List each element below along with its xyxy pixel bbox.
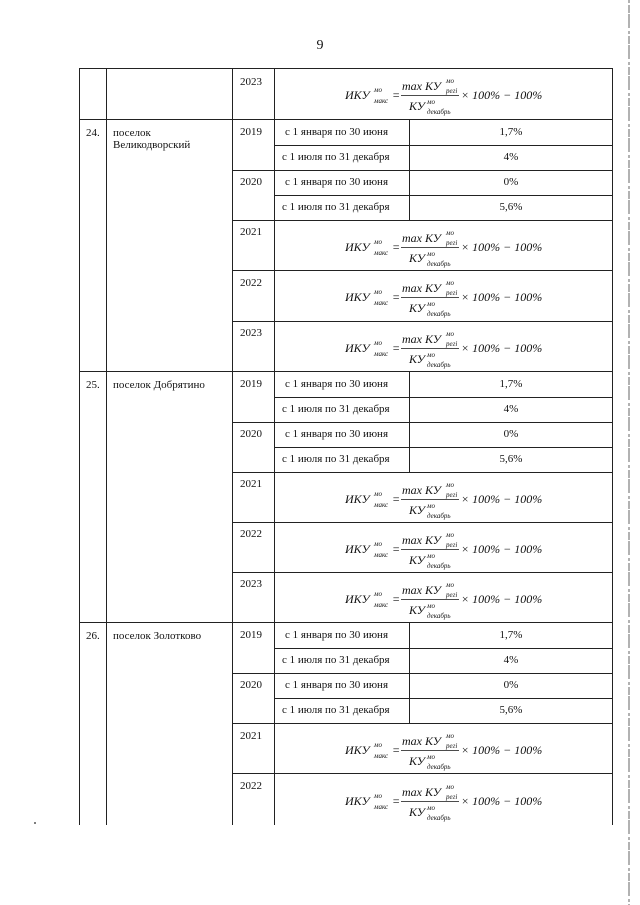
formula-tail: × 100% − 100%	[461, 794, 543, 808]
formula	[275, 574, 613, 622]
period-26-4: с 1 июля по 31 декабря	[282, 704, 390, 716]
value-24-4: 5,6%	[499, 201, 523, 213]
formula-lhs-sub: макс	[374, 752, 389, 760]
formula-equals: =	[392, 341, 401, 355]
formula-lhs-sup: мо	[374, 238, 382, 246]
scan-speck	[34, 822, 36, 824]
formula-num-sub: peгi	[446, 87, 458, 95]
formula-num-sup: мо	[446, 330, 454, 338]
period-25-3: с 1 января по 30 июня	[285, 428, 389, 440]
formula-lhs-sup: мо	[374, 590, 382, 598]
formula-lhs: ИКУ	[345, 794, 370, 808]
formula-denominator: КУ	[409, 754, 425, 768]
formula-numerator: max КУ	[402, 79, 441, 93]
formula-den-sub: декабрь	[427, 814, 451, 822]
formula-lhs-sub: макс	[374, 551, 389, 559]
formula-tail: × 100% − 100%	[461, 743, 543, 757]
period-26-1: с 1 января по 30 июня	[285, 629, 389, 641]
value-26-4: 5,6%	[499, 704, 523, 716]
year-2023-cont: 2023	[240, 76, 262, 88]
formula-num-sub: peгi	[446, 591, 458, 599]
municipality-26: поселок Золотково	[113, 630, 202, 642]
formula-cell	[275, 222, 613, 270]
formula-den-sub: декабрь	[427, 260, 451, 268]
formula-den-sup: мо	[427, 552, 435, 560]
municipality-24-line2: Великодворский	[113, 139, 191, 151]
formula-lhs-sup: мо	[374, 288, 382, 296]
year-2021-25: 2021	[240, 478, 262, 490]
formula-denominator: КУ	[409, 503, 425, 517]
formula-cell	[275, 474, 613, 522]
formula-tail: × 100% − 100%	[461, 88, 543, 102]
formula-equals: =	[392, 743, 401, 757]
year-2023-25: 2023	[240, 578, 262, 590]
formula-cell	[275, 776, 613, 824]
formula-lhs: ИКУ	[345, 88, 370, 102]
formula-den-sub: декабрь	[427, 310, 451, 318]
formula-den-sup: мо	[427, 753, 435, 761]
formula-num-sub: peгi	[446, 541, 458, 549]
formula	[275, 474, 613, 522]
formula-equals: =	[392, 492, 401, 506]
formula-equals: =	[392, 240, 401, 254]
formula-den-sub: декабрь	[427, 512, 451, 520]
formula	[275, 272, 613, 320]
formula-den-sup: мо	[427, 300, 435, 308]
formula-num-sup: мо	[446, 77, 454, 85]
year-2019-25: 2019	[240, 378, 262, 390]
formula	[275, 725, 613, 773]
year-2023-24: 2023	[240, 327, 262, 339]
formula-num-sub: peгi	[446, 340, 458, 348]
formula-numerator: max КУ	[402, 483, 441, 497]
period-24-3: с 1 января по 30 июня	[285, 176, 389, 188]
formula-den-sup: мо	[427, 602, 435, 610]
year-2019-26: 2019	[240, 629, 262, 641]
municipality-24-line1: поселок	[113, 127, 151, 139]
value-26-1: 1,7%	[499, 629, 523, 641]
formula-cell	[275, 70, 613, 118]
formula-tail: × 100% − 100%	[461, 341, 543, 355]
formula-lhs-sup: мо	[374, 86, 382, 94]
period-24-1: с 1 января по 30 июня	[285, 126, 389, 138]
formula-lhs: ИКУ	[345, 492, 370, 506]
formula-lhs: ИКУ	[345, 290, 370, 304]
formula-den-sub: декабрь	[427, 612, 451, 620]
formula-den-sub: декабрь	[427, 562, 451, 570]
formula-num-sub: peгi	[446, 491, 458, 499]
row-number-25: 25.	[86, 379, 100, 391]
formula-lhs: ИКУ	[345, 542, 370, 556]
row-number-26: 26.	[86, 630, 100, 642]
value-24-3: 0%	[503, 176, 519, 188]
formula-num-sub: peгi	[446, 239, 458, 247]
formula-tail: × 100% − 100%	[461, 290, 543, 304]
period-24-4: с 1 июля по 31 декабря	[282, 201, 390, 213]
formula-numerator: max КУ	[402, 785, 441, 799]
formula-numerator: max КУ	[402, 734, 441, 748]
page-number: 9	[316, 38, 324, 53]
formula-tail: × 100% − 100%	[461, 542, 543, 556]
formula-num-sup: мо	[446, 279, 454, 287]
period-25-2: с 1 июля по 31 декабря	[282, 403, 390, 415]
value-25-3: 0%	[503, 428, 519, 440]
formula-lhs-sup: мо	[374, 339, 382, 347]
formula-numerator: max КУ	[402, 281, 441, 295]
formula-cell	[275, 524, 613, 572]
formula-denominator: КУ	[409, 99, 425, 113]
formula-equals: =	[392, 88, 401, 102]
formula-equals: =	[392, 290, 401, 304]
formula-lhs: ИКУ	[345, 743, 370, 757]
formula-lhs: ИКУ	[345, 240, 370, 254]
formula-lhs-sub: макс	[374, 350, 389, 358]
municipality-25: поселок Добрятино	[113, 379, 205, 391]
year-2021-26: 2021	[240, 730, 262, 742]
formula-equals: =	[392, 542, 401, 556]
formula-lhs-sub: макс	[374, 299, 389, 307]
year-2022-25: 2022	[240, 528, 262, 540]
year-2022-26: 2022	[240, 780, 262, 792]
formula-lhs-sup: мо	[374, 741, 382, 749]
value-26-3: 0%	[503, 679, 519, 691]
formula-equals: =	[392, 592, 401, 606]
formula	[275, 222, 613, 270]
formula-lhs-sub: макс	[374, 249, 389, 257]
formula-den-sup: мо	[427, 502, 435, 510]
formula-num-sup: мо	[446, 481, 454, 489]
formula-den-sup: мо	[427, 250, 435, 258]
formula-num-sup: мо	[446, 531, 454, 539]
formula-num-sub: peгi	[446, 793, 458, 801]
formula-cell	[275, 725, 613, 773]
formula-lhs-sup: мо	[374, 490, 382, 498]
value-24-1: 1,7%	[499, 126, 523, 138]
formula-num-sub: peгi	[446, 289, 458, 297]
formula-num-sup: мо	[446, 783, 454, 791]
year-2020-25: 2020	[240, 428, 262, 440]
formula-lhs-sub: макс	[374, 501, 389, 509]
row-number-24: 24.	[86, 127, 100, 139]
formula-den-sub: декабрь	[427, 763, 451, 771]
formula	[275, 776, 613, 824]
period-26-2: с 1 июля по 31 декабря	[282, 654, 390, 666]
formula-equals: =	[392, 794, 401, 808]
formula-den-sub: декабрь	[427, 108, 451, 116]
value-25-4: 5,6%	[499, 453, 523, 465]
formula	[275, 323, 613, 371]
year-2020-26: 2020	[240, 679, 262, 691]
year-2019-24: 2019	[240, 126, 262, 138]
formula-den-sup: мо	[427, 804, 435, 812]
formula-num-sup: мо	[446, 229, 454, 237]
formula-lhs-sub: макс	[374, 803, 389, 811]
formula-denominator: КУ	[409, 251, 425, 265]
formula-numerator: max КУ	[402, 332, 441, 346]
formula-numerator: max КУ	[402, 533, 441, 547]
formula-tail: × 100% − 100%	[461, 592, 543, 606]
value-24-2: 4%	[503, 151, 519, 163]
formula-denominator: КУ	[409, 352, 425, 366]
formula-num-sub: peгi	[446, 742, 458, 750]
year-2022-24: 2022	[240, 277, 262, 289]
formula-denominator: КУ	[409, 603, 425, 617]
formula-tail: × 100% − 100%	[461, 492, 543, 506]
period-26-3: с 1 января по 30 июня	[285, 679, 389, 691]
formula-numerator: max КУ	[402, 583, 441, 597]
formula-lhs: ИКУ	[345, 592, 370, 606]
formula-den-sub: декабрь	[427, 361, 451, 369]
formula-den-sup: мо	[427, 351, 435, 359]
formula-num-sup: мо	[446, 581, 454, 589]
scan-edge-mark	[628, 0, 630, 905]
formula-tail: × 100% − 100%	[461, 240, 543, 254]
period-25-4: с 1 июля по 31 декабря	[282, 453, 390, 465]
formula-cell	[275, 323, 613, 371]
formula-den-sup: мо	[427, 98, 435, 106]
formula-lhs: ИКУ	[345, 341, 370, 355]
formula-denominator: КУ	[409, 805, 425, 819]
formula	[275, 524, 613, 572]
value-25-2: 4%	[503, 403, 519, 415]
formula-lhs-sup: мо	[374, 540, 382, 548]
period-25-1: с 1 января по 30 июня	[285, 378, 389, 390]
value-26-2: 4%	[503, 654, 519, 666]
formula-cell	[275, 272, 613, 320]
formula-denominator: КУ	[409, 301, 425, 315]
formula	[275, 70, 613, 118]
formula-lhs-sub: макс	[374, 601, 389, 609]
year-2020-24: 2020	[240, 176, 262, 188]
year-2021-24: 2021	[240, 226, 262, 238]
formula-lhs-sub: макс	[374, 97, 389, 105]
formula-lhs-sup: мо	[374, 792, 382, 800]
period-24-2: с 1 июля по 31 декабря	[282, 151, 390, 163]
formula-denominator: КУ	[409, 553, 425, 567]
formula-num-sup: мо	[446, 732, 454, 740]
formula-numerator: max КУ	[402, 231, 441, 245]
formula-cell	[275, 574, 613, 622]
value-25-1: 1,7%	[499, 378, 523, 390]
